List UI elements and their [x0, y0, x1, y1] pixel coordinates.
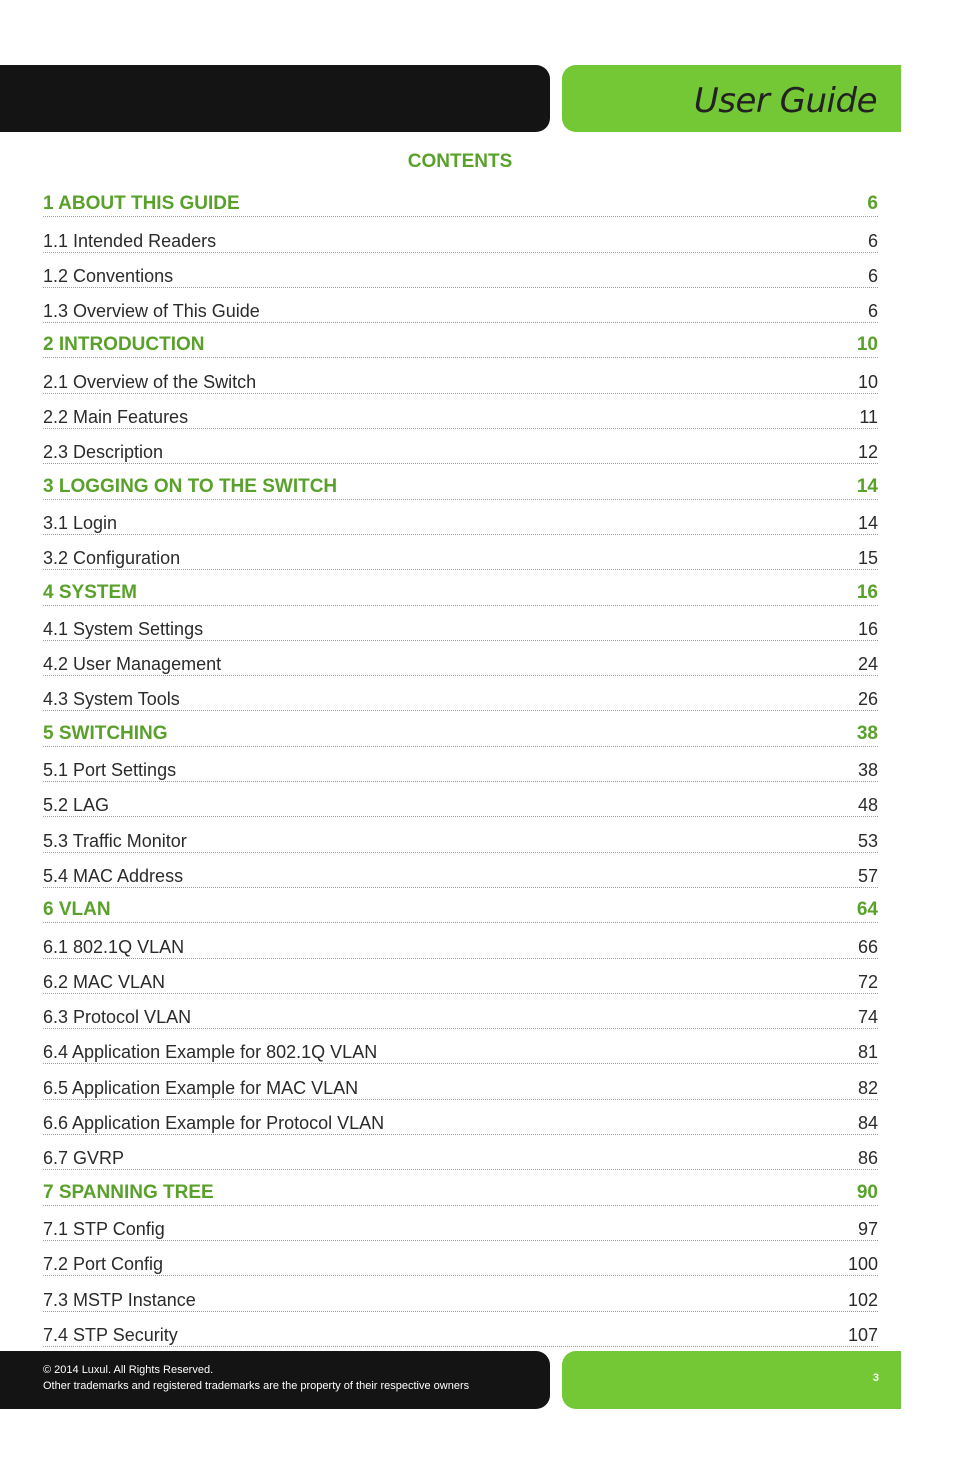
- toc-entry-label: 5 SWITCHING: [43, 722, 168, 744]
- toc-page-number: 102: [847, 1289, 878, 1310]
- toc-page-number: 57: [857, 865, 878, 886]
- toc-page-number: 6: [867, 265, 878, 286]
- toc-entry-label: 3.1 Login: [43, 512, 118, 533]
- toc-chapter-row[interactable]: [43, 570, 878, 605]
- footer-green-band: [562, 1351, 901, 1409]
- toc-entry-label: 7.2 Port Config: [43, 1254, 164, 1275]
- toc-section-row[interactable]: [43, 253, 878, 288]
- toc-section-row[interactable]: [43, 782, 878, 817]
- toc-entry-label: 6.7 GVRP: [43, 1148, 125, 1169]
- toc-entry-label: 1.1 Intended Readers: [43, 230, 217, 251]
- toc-entry-label: 6.5 Application Example for MAC VLAN: [43, 1077, 359, 1098]
- toc-entry-label: 2.3 Description: [43, 442, 164, 463]
- toc-entry-label: 6 VLAN: [43, 899, 111, 921]
- toc-section-row[interactable]: [43, 1100, 878, 1135]
- toc-entry-label: 2.2 Main Features: [43, 407, 189, 428]
- toc-page-number: 48: [857, 795, 878, 816]
- footer-dark-band: [0, 1351, 550, 1409]
- toc-section-row[interactable]: [43, 641, 878, 676]
- toc-page-number: 53: [857, 830, 878, 851]
- toc-page-number: 86: [857, 1148, 878, 1169]
- toc-section-row[interactable]: [43, 1064, 878, 1099]
- toc-section-row[interactable]: [43, 394, 878, 429]
- toc-section-row[interactable]: [43, 1276, 878, 1311]
- toc-chapter-row[interactable]: [43, 888, 878, 923]
- toc-entry-label: 7.1 STP Config: [43, 1218, 165, 1239]
- toc-page-number: 10: [856, 334, 878, 356]
- toc-entry-label: 6.1 802.1Q VLAN: [43, 936, 185, 957]
- toc-page-number: 97: [857, 1218, 878, 1239]
- toc-page-number: 6: [867, 301, 878, 322]
- toc-section-row[interactable]: [43, 1312, 878, 1347]
- toc-section-row[interactable]: [43, 747, 878, 782]
- toc-section-row[interactable]: [43, 959, 878, 994]
- toc-chapter-row[interactable]: [43, 711, 878, 746]
- toc-page-number: 66: [857, 936, 878, 957]
- toc-page-number: 100: [847, 1254, 878, 1275]
- toc-entry-label: 7 SPANNING TREE: [43, 1181, 214, 1203]
- table-of-contents: [43, 182, 878, 1347]
- toc-page-number: 72: [857, 971, 878, 992]
- toc-entry-label: 3.2 Configuration: [43, 548, 181, 569]
- toc-entry-label: 7.4 STP Security: [43, 1324, 178, 1345]
- toc-entry-label: 6.3 Protocol VLAN: [43, 1007, 192, 1028]
- toc-page-number: 16: [857, 618, 878, 639]
- toc-page-number: 64: [856, 899, 878, 921]
- toc-page-number: 38: [856, 722, 878, 744]
- toc-section-row[interactable]: [43, 606, 878, 641]
- toc-page-number: 81: [857, 1042, 878, 1063]
- toc-entry-label: 7.3 MSTP Instance: [43, 1289, 196, 1310]
- toc-page-number: 90: [856, 1181, 878, 1203]
- page-number: 3: [872, 1372, 879, 1384]
- toc-section-row[interactable]: [43, 535, 878, 570]
- toc-entry-label: 6.4 Application Example for 802.1Q VLAN: [43, 1042, 378, 1063]
- toc-section-row[interactable]: [43, 994, 878, 1029]
- toc-section-row[interactable]: [43, 1135, 878, 1170]
- toc-section-row[interactable]: [43, 817, 878, 852]
- toc-chapter-row[interactable]: [43, 182, 878, 217]
- toc-entry-label: 4.1 System Settings: [43, 618, 204, 639]
- toc-page-number: 26: [857, 689, 878, 710]
- toc-section-row[interactable]: [43, 923, 878, 958]
- trademark-text: Other trademarks and registered trademarks are the property of their respective owners: [43, 1380, 470, 1392]
- toc-page-number: 14: [857, 512, 878, 533]
- toc-entry-label: 4.3 System Tools: [43, 689, 180, 710]
- toc-page-number: 82: [857, 1077, 878, 1098]
- toc-page-number: 38: [857, 760, 878, 781]
- toc-entry-label: 2.1 Overview of the Switch: [43, 371, 257, 392]
- header-green-band: [562, 65, 901, 132]
- toc-section-row[interactable]: [43, 1029, 878, 1064]
- toc-section-row[interactable]: [43, 429, 878, 464]
- toc-section-row[interactable]: [43, 853, 878, 888]
- toc-page-number: 14: [856, 475, 878, 497]
- toc-entry-label: 6.6 Application Example for Protocol VLAN: [43, 1113, 385, 1134]
- header-dark-band: [0, 65, 550, 132]
- toc-chapter-row[interactable]: [43, 464, 878, 499]
- toc-section-row[interactable]: [43, 1241, 878, 1276]
- toc-entry-label: 5.2 LAG: [43, 795, 110, 816]
- toc-page-number: 11: [859, 407, 878, 428]
- toc-section-row[interactable]: [43, 500, 878, 535]
- toc-entry-label: 4 SYSTEM: [43, 581, 137, 603]
- toc-page-number: 107: [847, 1324, 878, 1345]
- toc-section-row[interactable]: [43, 676, 878, 711]
- toc-entry-label: 5.3 Traffic Monitor: [43, 830, 187, 851]
- toc-section-row[interactable]: [43, 358, 878, 393]
- toc-section-row[interactable]: [43, 217, 878, 252]
- contents-heading: CONTENTS: [407, 151, 513, 172]
- toc-entry-label: 2 INTRODUCTION: [43, 334, 205, 356]
- toc-page-number: 84: [857, 1113, 878, 1134]
- toc-section-row[interactable]: [43, 1206, 878, 1241]
- toc-entry-label: 5.1 Port Settings: [43, 760, 177, 781]
- toc-entry-label: 4.2 User Management: [43, 654, 222, 675]
- toc-entry-label: 6.2 MAC VLAN: [43, 971, 166, 992]
- toc-entry-label: 5.4 MAC Address: [43, 865, 184, 886]
- toc-page-number: 6: [867, 230, 878, 251]
- toc-page-number: 12: [857, 442, 878, 463]
- document-title: User Guide: [693, 81, 877, 121]
- toc-page-number: 10: [857, 371, 878, 392]
- toc-page-number: 16: [856, 581, 878, 603]
- toc-page-number: 24: [857, 654, 878, 675]
- toc-entry-label: 1.2 Conventions: [43, 265, 174, 286]
- toc-chapter-row[interactable]: [43, 323, 878, 358]
- toc-page-number: 15: [857, 548, 878, 569]
- toc-entry-label: 1.3 Overview of This Guide: [43, 301, 260, 322]
- toc-page-number: 74: [857, 1007, 878, 1028]
- toc-entry-label: 1 ABOUT THIS GUIDE: [43, 193, 240, 215]
- copyright-text: © 2014 Luxul. All Rights Reserved.: [43, 1364, 214, 1376]
- toc-page-number: 6: [867, 193, 878, 215]
- toc-entry-label: 3 LOGGING ON TO THE SWITCH: [43, 475, 338, 497]
- toc-section-row[interactable]: [43, 288, 878, 323]
- toc-chapter-row[interactable]: [43, 1170, 878, 1205]
